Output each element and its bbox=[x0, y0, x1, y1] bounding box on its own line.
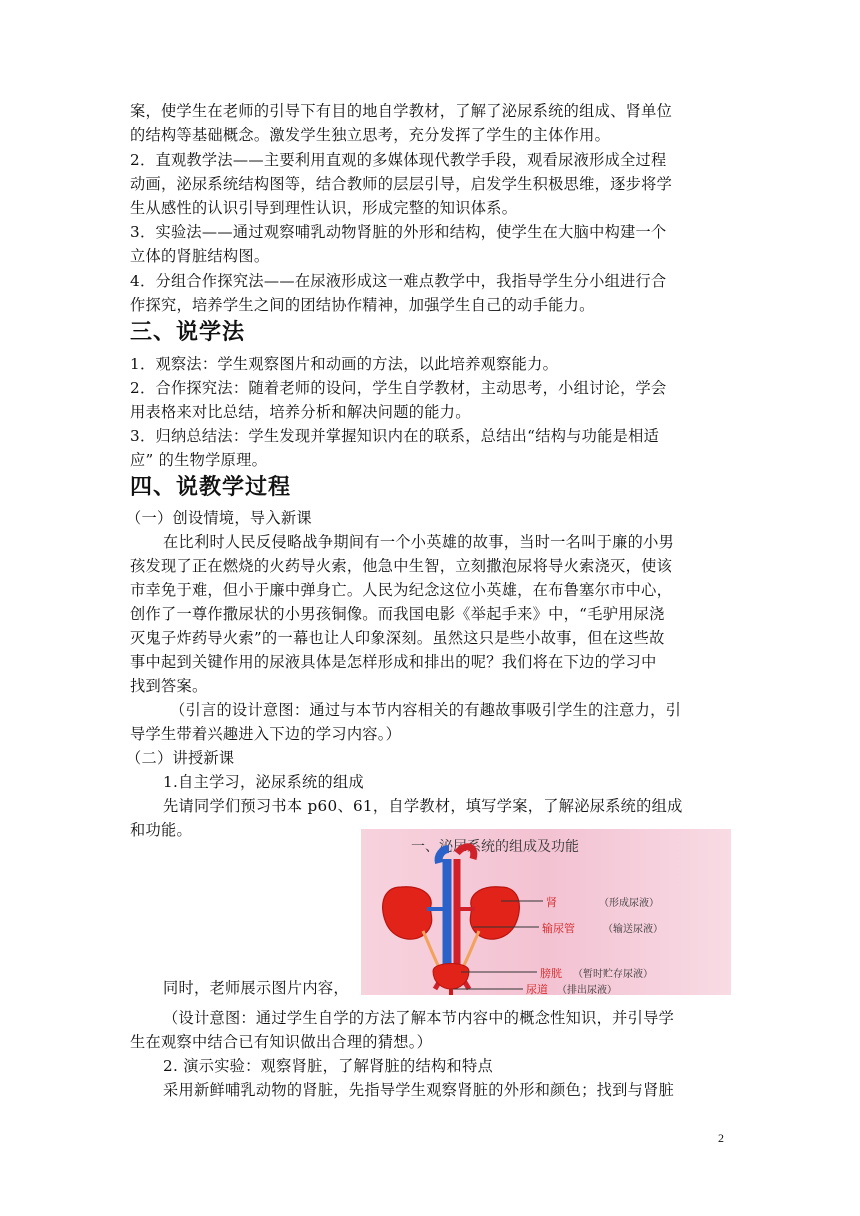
urinary-system-diagram bbox=[361, 829, 731, 995]
body-line: 1．观察法：学生观察图片和动画的方法，以此培养观察能力。 bbox=[130, 355, 559, 373]
body-line: 和功能。 bbox=[130, 821, 192, 839]
label-bladder-function: （暂时贮存尿液） bbox=[573, 969, 653, 980]
body-line: 同时，老师展示图片内容， bbox=[163, 979, 349, 997]
body-line: （引言的设计意图：通过与本节内容相关的有趣故事吸引学生的注意力，引 bbox=[170, 701, 682, 719]
body-line: 作探究，培养学生之间的团结协作精神，加强学生自己的动手能力。 bbox=[130, 296, 595, 314]
page-number: 2 bbox=[718, 1131, 724, 1145]
body-line: 找到答案。 bbox=[130, 677, 208, 695]
body-line: 2．直观教学法——主要利用直观的多媒体现代教学手段，观看尿液形成全过程 bbox=[130, 151, 667, 169]
subsection-heading: （二）讲授新课 bbox=[126, 749, 235, 767]
body-line: 生从感性的认识引导到理性认识，形成完整的知识体系。 bbox=[130, 199, 518, 217]
body-line: 导学生带着兴趣进入下边的学习内容。） bbox=[130, 725, 402, 743]
body-line: 孩发现了正在燃烧的火药导火索，他急中生智，立刻撒泡尿将导火索浇灭，使该 bbox=[130, 557, 673, 575]
body-line: 事中起到关键作用的尿液具体是怎样形成和排出的呢？我们将在下边的学习中 bbox=[130, 653, 657, 671]
body-line: 在比利时人民反侵略战争期间有一个小英雄的故事，当时一名叫于廉的小男 bbox=[163, 533, 675, 551]
label-bladder: 膀胱 bbox=[540, 967, 562, 980]
body-line: 市幸免于难，但小于廉中弹身亡。人民为纪念这位小英雄，在布鲁塞尔市中心， bbox=[130, 581, 673, 599]
body-line: 4．分组合作探究法——在尿液形成这一难点教学中，我指导学生分小组进行合 bbox=[130, 272, 667, 290]
label-kidney: 肾 bbox=[546, 896, 557, 909]
label-urethra: 尿道 bbox=[526, 983, 548, 995]
urinary-system-figure bbox=[361, 829, 731, 995]
body-line: 立体的肾脏结构图。 bbox=[130, 247, 270, 265]
body-line: 应” 的生物学原理。 bbox=[130, 451, 268, 469]
label-kidney-function: （形成尿液） bbox=[599, 898, 659, 909]
body-line: 用表格来对比总结，培养分析和解决问题的能力。 bbox=[130, 403, 471, 421]
figure-title: 一、泌尿系统的组成及功能 bbox=[411, 839, 579, 855]
label-ureter: 输尿管 bbox=[542, 922, 575, 935]
body-line: 3．实验法——通过观察哺乳动物肾脏的外形和结构，使学生在大脑中构建一个 bbox=[130, 223, 667, 241]
body-line: 生在观察中结合已有知识做出合理的猜想。） bbox=[130, 1033, 433, 1051]
body-line: 案，使学生在老师的引导下有目的地自学教材，了解了泌尿系统的组成、肾单位 bbox=[130, 102, 673, 120]
body-line: 采用新鲜哺乳动物的肾脏，先指导学生观察肾脏的外形和颜色；找到与肾脏 bbox=[163, 1081, 675, 1099]
label-ureter-function: （输送尿液） bbox=[603, 924, 663, 935]
section-heading: 四、说教学过程 bbox=[130, 475, 292, 500]
subsection-heading: （一）创设情境，导入新课 bbox=[126, 509, 312, 527]
body-line: 2. 演示实验：观察肾脏，了解肾脏的结构和特点 bbox=[163, 1057, 493, 1075]
body-line: 1.自主学习，泌尿系统的组成 bbox=[163, 773, 364, 791]
body-line: 灭鬼子炸药导火索”的一幕也让人印象深刻。虽然这只是些小故事，但在这些故 bbox=[130, 629, 665, 647]
body-line: 的结构等基础概念。激发学生独立思考，充分发挥了学生的主体作用。 bbox=[130, 126, 611, 144]
body-line: 先请同学们预习书本 p60、61，自学教材，填写学案，了解泌尿系统的组成 bbox=[163, 797, 683, 815]
section-heading: 三、说学法 bbox=[130, 320, 246, 345]
body-line: 创作了一尊作撒尿状的小男孩铜像。而我国电影《举起手来》中，“毛驴用尿浇 bbox=[130, 605, 665, 623]
label-urethra-function: （排出尿液） bbox=[557, 985, 617, 995]
body-line: 2．合作探究法：随着老师的设问，学生自学教材，主动思考，小组讨论，学会 bbox=[130, 379, 667, 397]
body-line: 动画，泌尿系统结构图等，结合教师的层层引导，启发学生积极思维，逐步将学 bbox=[130, 175, 673, 193]
body-line: （设计意图：通过学生自学的方法了解本节内容中的概念性知识，并引导学 bbox=[163, 1009, 675, 1027]
body-line: 3．归纳总结法：学生发现并掌握知识内在的联系，总结出“结构与功能是相适 bbox=[130, 427, 660, 445]
